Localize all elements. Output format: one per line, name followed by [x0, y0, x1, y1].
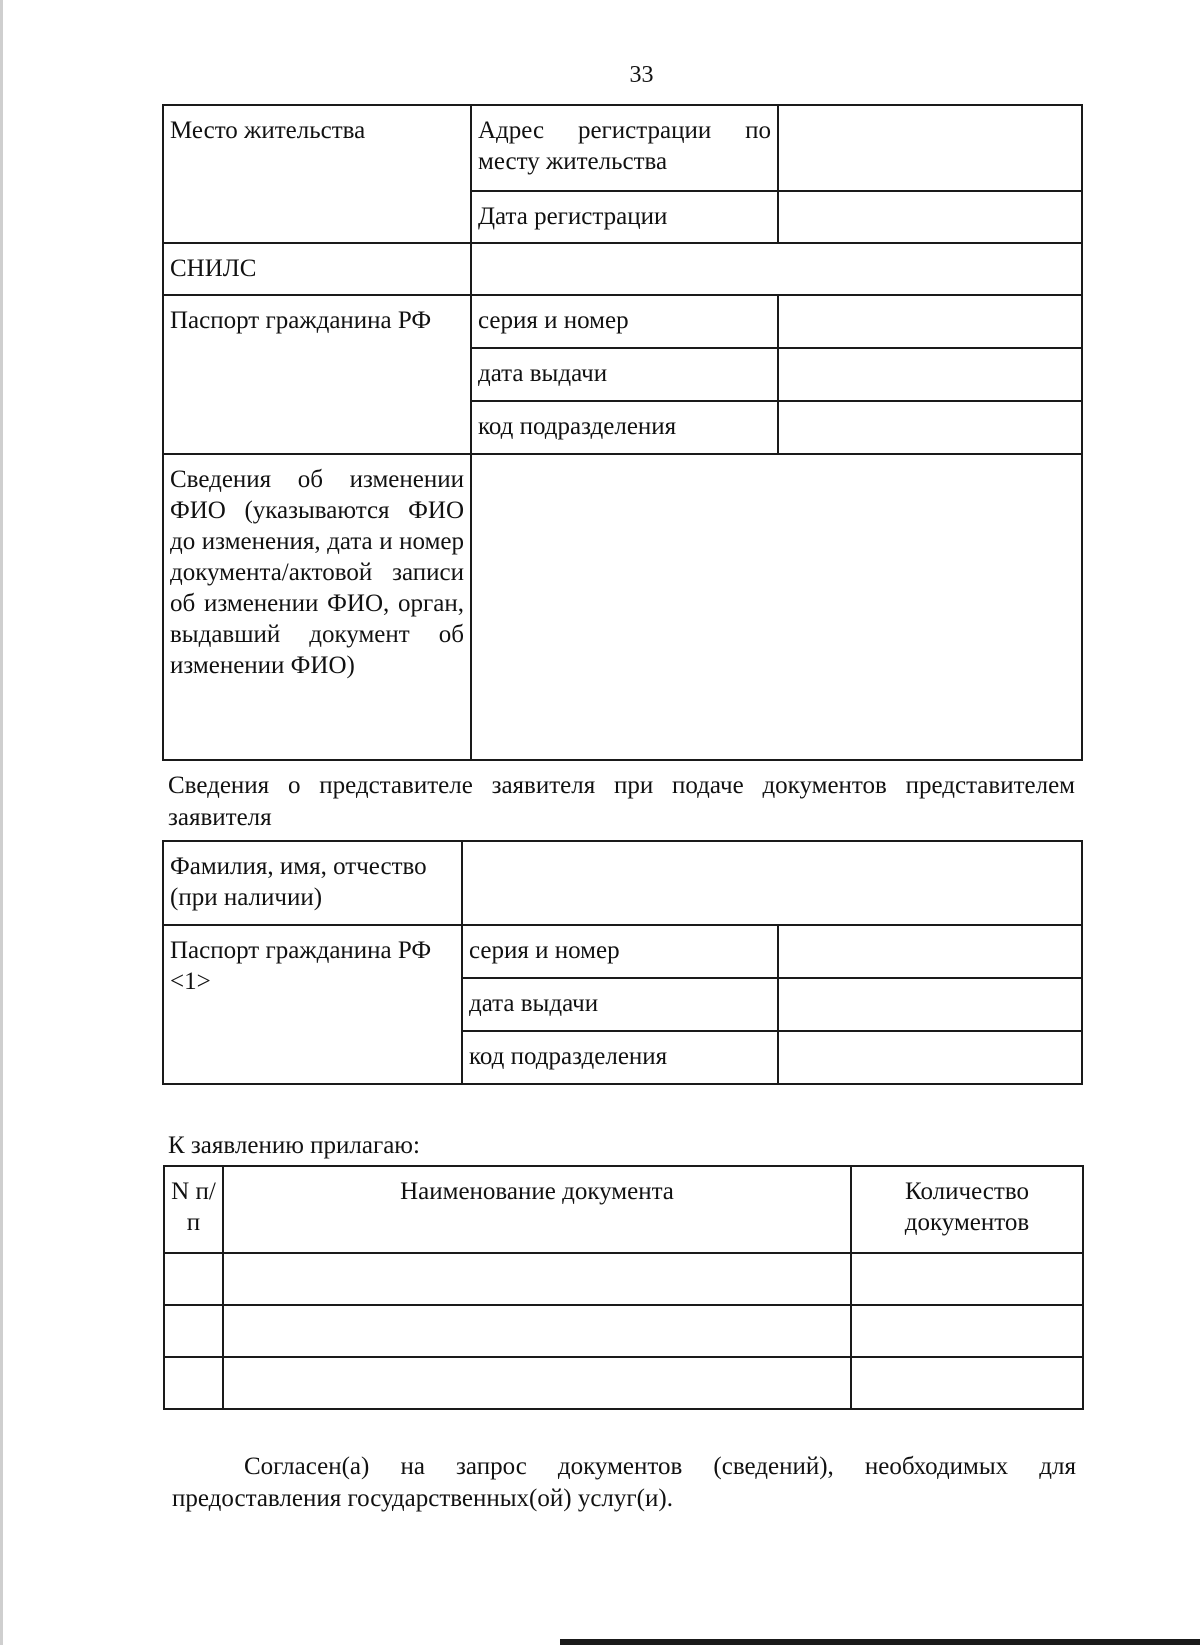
representative-heading: Сведения о представителе заявителя при подаче документов представителем заявителя: [168, 772, 1075, 831]
scan-edge-left: [0, 0, 3, 1645]
col-count-header: Количество документов: [851, 1166, 1083, 1253]
passport-label: Паспорт гражданина РФ: [163, 295, 471, 454]
reg-date-value[interactable]: [778, 191, 1082, 243]
table-row: [164, 1357, 1083, 1409]
representative-division-code-value[interactable]: [778, 1031, 1082, 1084]
row-count-cell[interactable]: [851, 1253, 1083, 1305]
page-number: 33: [629, 62, 654, 88]
representative-issue-date-label: дата выдачи: [462, 978, 778, 1031]
table-row: [164, 1253, 1083, 1305]
reg-address-label: Адрес регистрации по месту жительства: [471, 105, 778, 191]
attachments-heading: К заявлению прилагаю:: [168, 1132, 420, 1159]
representative-division-code-label: код подразделения: [462, 1031, 778, 1084]
passport-division-code-value[interactable]: [778, 401, 1082, 454]
representative-series-label: серия и номер: [462, 925, 778, 978]
applicant-table: [162, 104, 1083, 761]
representative-passport-label: Паспорт гражданина РФ <1>: [163, 925, 462, 1084]
snils-value[interactable]: [471, 243, 1082, 295]
row-name-cell[interactable]: [223, 1253, 851, 1305]
consent-text: Согласен(а) на запрос документов (сведений), необходимых для предоставления государственных(ой) услуг(и).: [172, 1453, 1076, 1512]
row-number-cell[interactable]: [164, 1253, 223, 1305]
snils-label: СНИЛС: [163, 243, 471, 295]
representative-fio-value[interactable]: [462, 841, 1082, 925]
name-change-label: Сведения об изменении ФИО (указываются ФИО до изменения, дата и номер документа/актовой записи об изменении ФИО, орган, выдавший документ об изменении ФИО): [163, 454, 471, 760]
table-row: [164, 1305, 1083, 1357]
row-number-cell[interactable]: [164, 1357, 223, 1409]
row-count-cell[interactable]: [851, 1305, 1083, 1357]
row-name-cell[interactable]: [223, 1357, 851, 1409]
representative-series-value[interactable]: [778, 925, 1082, 978]
representative-fio-label: Фамилия, имя, отчество (при наличии): [163, 841, 462, 925]
scan-edge-bottom: [560, 1639, 1200, 1645]
row-count-cell[interactable]: [851, 1357, 1083, 1409]
reg-address-value[interactable]: [778, 105, 1082, 191]
attachments-table: [163, 1165, 1084, 1410]
passport-division-code-label: код подразделения: [471, 401, 778, 454]
residence-label: Место жительства: [163, 105, 471, 243]
passport-issue-date-label: дата выдачи: [471, 348, 778, 401]
reg-date-label: Дата регистрации: [471, 191, 778, 243]
row-name-cell[interactable]: [223, 1305, 851, 1357]
col-name-header: Наименование документа: [223, 1166, 851, 1253]
col-number-header: N п/п: [164, 1166, 223, 1253]
passport-series-value[interactable]: [778, 295, 1082, 348]
row-number-cell[interactable]: [164, 1305, 223, 1357]
passport-series-label: серия и номер: [471, 295, 778, 348]
representative-table: [162, 840, 1083, 1085]
name-change-value[interactable]: [471, 454, 1082, 760]
passport-issue-date-value[interactable]: [778, 348, 1082, 401]
representative-issue-date-value[interactable]: [778, 978, 1082, 1031]
